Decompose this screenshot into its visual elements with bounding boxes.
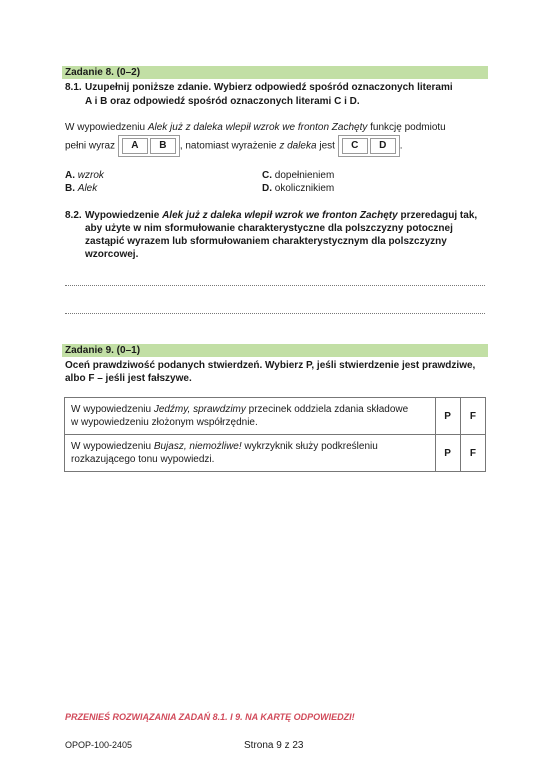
exam-code: OPOP-100-2405	[65, 740, 133, 750]
option-b-letter: B.	[65, 183, 75, 194]
sentence2-end: .	[399, 140, 403, 152]
sentence2-mid	[180, 141, 335, 152]
option-d-text: okolicznikiem	[274, 183, 335, 194]
q82-number: 8.2.	[65, 210, 82, 221]
transfer-answers-note: PRZENIEŚ ROZWIĄZANIA ZADAŃ 8.1. I 9. NA KARTĘ ODPOWIEDZI!	[65, 712, 355, 722]
option-a-letter: A.	[65, 170, 75, 181]
q82-line4: wzorcowej.	[85, 249, 139, 260]
answer-line-2[interactable]	[65, 313, 485, 314]
option-a-text: wzrok	[77, 170, 104, 181]
sentence1-post: funkcję podmiotu	[367, 122, 446, 133]
statement-1-line2: w wypowiedzeniu złożonym współrzędnie.	[71, 417, 258, 428]
sentence2-pre: pełni wyraz	[65, 140, 116, 152]
statement-1	[65, 398, 436, 435]
option-f-1[interactable]: F	[460, 398, 485, 435]
q82-line1-quote: Alek już z daleka wlepił wzrok we fronton Zachęty	[162, 210, 398, 221]
answer-box-b[interactable]: B	[150, 138, 176, 154]
option-d	[262, 182, 334, 195]
sentence1-pre: W wypowiedzeniu	[65, 122, 148, 133]
q82-line3: zastąpić wyrazem lub sformułowaniem charakterystycznym dla polszczyzny	[85, 236, 447, 247]
q81-number: 8.1.	[65, 82, 82, 93]
option-c-text: dopełnieniem	[274, 170, 335, 181]
answer-box-d[interactable]: D	[370, 138, 396, 154]
statement-2-line2: rozkazującego tonu wypowiedzi.	[71, 454, 215, 465]
true-false-table	[64, 397, 486, 472]
statement-2-post: wykrzyknik służy podkreśleniu	[241, 441, 378, 452]
q82-line1-pre: Wypowiedzenie	[85, 210, 163, 221]
option-a	[65, 169, 104, 182]
q81-instruction-line1: Uzupełnij poniższe zdanie. Wybierz odpowiedź spośród oznaczonych literami	[85, 82, 453, 93]
task-8-header: Zadanie 8. (0–2)	[62, 66, 488, 79]
answer-box-group-cd	[338, 135, 400, 157]
task9-instruction-line1: Oceń prawdziwość podanych stwierdzeń. Wybierz P, jeśli stwierdzenie jest prawdziwe,	[65, 360, 476, 371]
answer-box-a[interactable]: A	[122, 138, 148, 154]
option-b	[65, 182, 97, 195]
statement-2-quote: Bujasz, niemożliwe!	[153, 441, 242, 452]
q82-line1	[85, 209, 477, 222]
option-b-text: Alek	[77, 183, 98, 194]
statement-1-quote: Jedźmy, sprawdzimy	[153, 404, 246, 415]
answer-box-group-ab	[118, 135, 180, 157]
sentence1-quote: Alek już z daleka wlepił wzrok we fronton Zachęty	[147, 122, 368, 133]
table-row	[65, 398, 486, 435]
option-d-letter: D.	[262, 183, 272, 194]
answer-box-c[interactable]: C	[342, 138, 368, 154]
option-f-2[interactable]: F	[460, 435, 485, 472]
q82-line1-post: przeredaguj tak,	[397, 210, 478, 221]
q81-sentence-line1	[65, 121, 446, 134]
answer-line-1[interactable]	[65, 285, 485, 286]
q81-sentence-line2	[65, 135, 402, 157]
sentence2-mid-post: jest	[316, 140, 335, 152]
page-number: Strona 9 z 23	[244, 740, 304, 751]
table-row	[65, 435, 486, 472]
statement-2-pre: W wypowiedzeniu	[71, 441, 154, 452]
option-p-1[interactable]: P	[435, 398, 460, 435]
task9-instruction-line2: albo F – jeśli jest fałszywe.	[65, 373, 192, 384]
q81-instruction-line2: A i B oraz odpowiedź spośród oznaczonych literami C i D.	[85, 96, 360, 107]
statement-2	[65, 435, 436, 472]
statement-1-post: przecinek oddziela zdania składowe	[245, 404, 409, 415]
sentence2-mid-quote: z daleka	[279, 140, 317, 152]
q82-line2: aby użyte w nim sformułowanie charakterystyczne dla polszczyzny potocznej	[85, 223, 453, 234]
option-c-letter: C.	[262, 170, 272, 181]
sentence2-mid-pre: , natomiast wyrażenie	[179, 140, 280, 152]
task-9-header: Zadanie 9. (0–1)	[62, 344, 488, 357]
option-p-2[interactable]: P	[435, 435, 460, 472]
option-c	[262, 169, 334, 182]
statement-1-pre: W wypowiedzeniu	[71, 404, 154, 415]
